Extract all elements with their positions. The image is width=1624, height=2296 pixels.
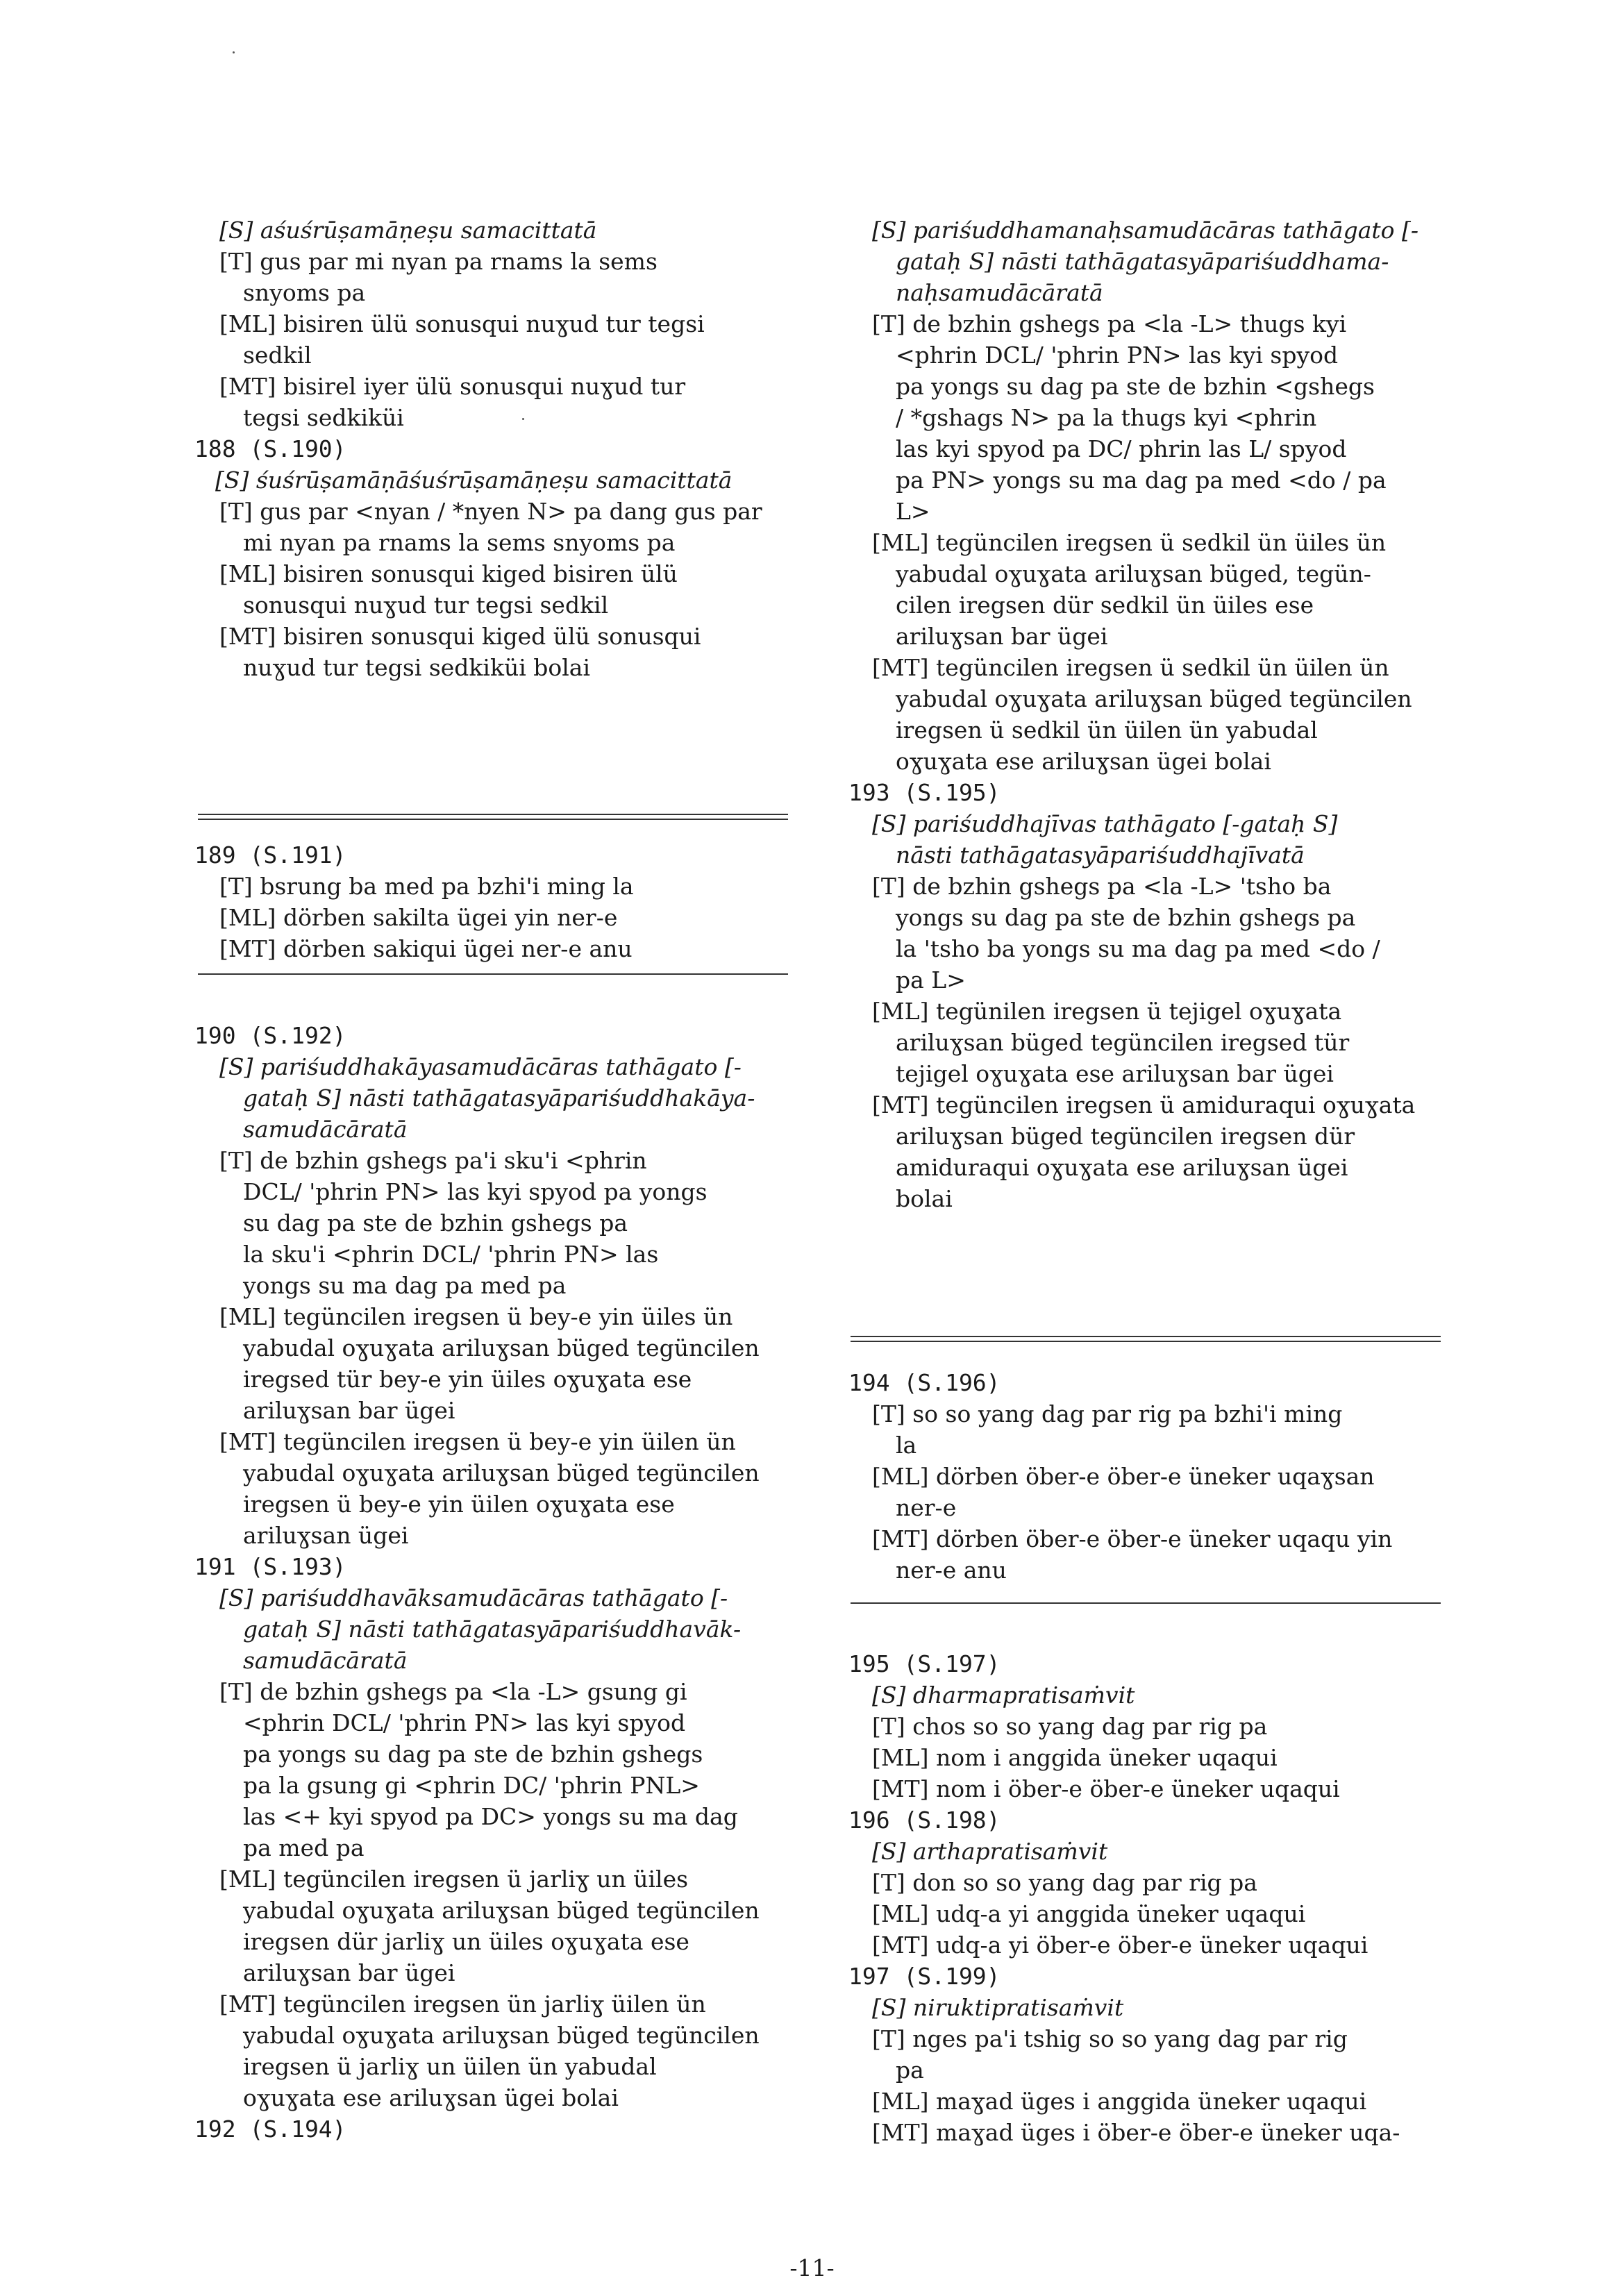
line-continuation: yabudal oɣuɣata ariluɣsan büged tegüncilen bbox=[896, 685, 1412, 712]
line-continuation: ariluɣsan büged tegüncilen iregsed tür bbox=[896, 1029, 1350, 1056]
line-continuation: las <+ kyi spyod pa DC> yongs su ma dag bbox=[243, 1803, 738, 1830]
line-t: [T] gus par mi nyan pa rnams la sems bbox=[219, 248, 658, 275]
line-mt: [MT] bisiren sonusqui kiged ülü sonusqui bbox=[219, 623, 701, 650]
line-s: [S] pariśuddhakāyasamudācāras tathāgato [- bbox=[219, 1053, 742, 1080]
line-mt: [MT] tegüncilen iregsen ü sedkil ün üilen ün bbox=[872, 654, 1389, 681]
line-continuation: yabudal oɣuɣata ariluɣsan büged tegüncilen bbox=[243, 2022, 760, 2049]
separator-rule-right bbox=[851, 1602, 1441, 1604]
line-continuation: iregsen dür jarliɣ un üiles oɣuɣata ese bbox=[243, 1928, 689, 1955]
line-continuation: ariluɣsan ügei bbox=[243, 1522, 409, 1549]
entry-number: 190 (S.192) bbox=[194, 1022, 346, 1049]
line-continuation: naḥsamudācāratā bbox=[896, 279, 1103, 306]
entry-number: 189 (S.191) bbox=[194, 841, 346, 869]
entry-number: 188 (S.190) bbox=[194, 435, 346, 462]
line-ml: [ML] udq-a yi anggida üneker uqaqui bbox=[872, 1900, 1306, 1927]
line-s: [S] pariśuddhamanaḥsamudācāras tathāgato [- bbox=[872, 217, 1419, 244]
line-continuation: iregsen ü sedkil ün üilen ün yabudal bbox=[896, 717, 1318, 744]
line-continuation: amiduraqui oɣuɣata ese ariluɣsan ügei bbox=[896, 1154, 1348, 1181]
line-continuation: iregsen ü bey-e yin üilen oɣuɣata ese bbox=[243, 1491, 675, 1518]
line-continuation: DCL/ 'phrin PN> las kyi spyod pa yongs bbox=[243, 1178, 708, 1205]
line-t: [T] chos so so yang dag par rig pa bbox=[872, 1713, 1268, 1740]
line-s: [S] aśuśrūṣamāṇeṣu samacittatā bbox=[219, 217, 597, 244]
line-s: [S] pariśuddhavāksamudācāras tathāgato [- bbox=[219, 1584, 728, 1611]
line-ml: [ML] bisiren sonusqui kiged bisiren ülü bbox=[219, 560, 678, 587]
line-continuation: L> bbox=[896, 498, 930, 525]
line-s: [S] dharmapratisaṁvit bbox=[872, 1682, 1135, 1709]
line-continuation: oɣuɣata ese ariluɣsan ügei bolai bbox=[243, 2084, 619, 2111]
entry-number: 192 (S.194) bbox=[194, 2115, 346, 2143]
line-continuation: pa yongs su dag pa ste de bzhin gshegs bbox=[243, 1741, 703, 1768]
line-ml: [ML] tegüncilen iregsen ü bey-e yin üiles ün bbox=[219, 1303, 733, 1330]
line-s: [S] śuśrūṣamāṇāśuśrūṣamāṇeṣu samacittatā bbox=[215, 467, 733, 494]
line-continuation: gataḥ S] nāsti tathāgatasyāpariśuddhavāk- bbox=[243, 1616, 742, 1643]
line-continuation: yongs su ma dag pa med pa bbox=[243, 1272, 567, 1299]
line-continuation: <phrin DCL/ 'phrin PN> las kyi spyod bbox=[243, 1709, 686, 1736]
line-continuation: la bbox=[896, 1432, 917, 1459]
line-continuation: bolai bbox=[896, 1185, 953, 1212]
line-continuation: yabudal oɣuɣata ariluɣsan büged, tegün- bbox=[896, 560, 1371, 587]
line-continuation: pa bbox=[896, 2056, 924, 2084]
line-ml: [ML] tegüncilen iregsen ü sedkil ün üiles ün bbox=[872, 529, 1387, 556]
separator-double-rule-right bbox=[851, 1336, 1441, 1337]
line-t: [T] de bzhin gshegs pa <la -L> gsung gi bbox=[219, 1678, 687, 1705]
line-mt: [MT] tegüncilen iregsen ün jarliɣ üilen ün bbox=[219, 1991, 706, 2018]
line-mt: [MT] bisirel iyer ülü sonusqui nuɣud tur bbox=[219, 373, 686, 400]
line-mt: [MT] tegüncilen iregsen ü bey-e yin üilen ün bbox=[219, 1428, 736, 1455]
separator-double-rule-left bbox=[198, 814, 788, 815]
line-continuation: gataḥ S] nāsti tathāgatasyāpariśuddhama- bbox=[896, 248, 1389, 275]
line-continuation: yabudal oɣuɣata ariluɣsan büged tegüncilen bbox=[243, 1459, 760, 1486]
line-continuation: la sku'i <phrin DCL/ 'phrin PN> las bbox=[243, 1241, 659, 1268]
line-continuation: nāsti tathāgatasyāpariśuddhajīvatā bbox=[896, 841, 1305, 869]
line-continuation: samudācāratā bbox=[243, 1116, 408, 1143]
line-ml: [ML] maɣad üges i anggida üneker uqaqui bbox=[872, 2088, 1367, 2115]
line-continuation: yabudal oɣuɣata ariluɣsan büged tegüncilen bbox=[243, 1334, 760, 1361]
line-continuation: samudācāratā bbox=[243, 1647, 408, 1674]
line-t: [T] gus par <nyan / *nyen N> pa dang gus par bbox=[219, 498, 762, 525]
line-continuation: ariluɣsan bar ügei bbox=[243, 1397, 455, 1424]
scan-speck bbox=[522, 418, 524, 420]
line-ml: [ML] tegüncilen iregsen ü jarliɣ un üiles bbox=[219, 1866, 689, 1893]
line-continuation: ariluɣsan bar ügei bbox=[896, 623, 1108, 650]
line-t: [T] de bzhin gshegs pa'i sku'i <phrin bbox=[219, 1147, 647, 1174]
line-continuation: iregsed tür bey-e yin üiles oɣuɣata ese bbox=[243, 1366, 692, 1393]
line-t: [T] nges pa'i tshig so so yang dag par rig bbox=[872, 2025, 1348, 2052]
line-ml: [ML] dörben sakilta ügei yin ner-e bbox=[219, 904, 618, 931]
line-t: [T] de bzhin gshegs pa <la -L> 'tsho ba bbox=[872, 873, 1332, 900]
line-ml: [ML] dörben öber-e öber-e üneker uqaɣsan bbox=[872, 1463, 1375, 1490]
line-s: [S] niruktipratisaṁvit bbox=[872, 1994, 1124, 2021]
line-ml: [ML] bisiren ülü sonusqui nuɣud tur tegsi bbox=[219, 310, 705, 337]
line-mt: [MT] tegüncilen iregsen ü amiduraqui oɣuɣata bbox=[872, 1091, 1416, 1118]
line-s: [S] pariśuddhajīvas tathāgato [-gataḥ S] bbox=[872, 810, 1338, 837]
entry-number: 195 (S.197) bbox=[848, 1650, 1001, 1677]
separator-rule-left bbox=[198, 973, 788, 975]
line-continuation: ariluɣsan büged tegüncilen iregsen dür bbox=[896, 1123, 1355, 1150]
line-continuation: ariluɣsan bar ügei bbox=[243, 1959, 455, 1986]
page-number: -11- bbox=[789, 2254, 835, 2281]
line-continuation: yongs su dag pa ste de bzhin gshegs pa bbox=[896, 904, 1356, 931]
entry-number: 196 (S.198) bbox=[848, 1807, 1001, 1834]
line-continuation: pa L> bbox=[896, 966, 966, 994]
line-continuation: pa PN> yongs su ma dag pa med <do / pa bbox=[896, 467, 1387, 494]
line-continuation: pa med pa bbox=[243, 1834, 365, 1861]
line-continuation: las kyi spyod pa DC/ phrin las L/ spyod bbox=[896, 435, 1347, 462]
entry-number: 191 (S.193) bbox=[194, 1553, 346, 1580]
line-continuation: su dag pa ste de bzhin gshegs pa bbox=[243, 1209, 628, 1237]
line-mt: [MT] nom i öber-e öber-e üneker uqaqui bbox=[872, 1775, 1340, 1802]
line-mt: [MT] maɣad üges i öber-e öber-e üneker uqa- bbox=[872, 2119, 1400, 2146]
line-continuation: ner-e anu bbox=[896, 1557, 1007, 1584]
line-s: [S] arthapratisaṁvit bbox=[872, 1838, 1108, 1865]
line-t: [T] de bzhin gshegs pa <la -L> thugs kyi bbox=[872, 310, 1347, 337]
entry-number: 193 (S.195) bbox=[848, 779, 1001, 806]
line-continuation: gataḥ S] nāsti tathāgatasyāpariśuddhakāya- bbox=[243, 1084, 755, 1112]
line-continuation: yabudal oɣuɣata ariluɣsan büged tegüncilen bbox=[243, 1897, 760, 1924]
line-continuation: / *gshags N> pa la thugs kyi <phrin bbox=[896, 404, 1317, 431]
line-continuation: tegsi sedkiküi bbox=[243, 404, 404, 431]
entry-number: 194 (S.196) bbox=[848, 1369, 1001, 1396]
line-continuation: ner-e bbox=[896, 1494, 957, 1521]
line-continuation: iregsen ü jarliɣ un üilen ün yabudal bbox=[243, 2053, 657, 2080]
line-mt: [MT] dörben sakiqui ügei ner-e anu bbox=[219, 935, 633, 962]
line-continuation: sedkil bbox=[243, 342, 312, 369]
line-continuation: nuɣud tur tegsi sedkiküi bolai bbox=[243, 654, 591, 681]
line-continuation: la 'tsho ba yongs su ma dag pa med <do / bbox=[896, 935, 1380, 962]
line-mt: [MT] udq-a yi öber-e öber-e üneker uqaqui bbox=[872, 1932, 1368, 1959]
line-continuation: cilen iregsen dür sedkil ün üiles ese bbox=[896, 592, 1314, 619]
line-continuation: oɣuɣata ese ariluɣsan ügei bolai bbox=[896, 748, 1271, 775]
line-ml: [ML] nom i anggida üneker uqaqui bbox=[872, 1744, 1278, 1771]
line-mt: [MT] dörben öber-e öber-e üneker uqaqu yin bbox=[872, 1525, 1393, 1552]
line-continuation: mi nyan pa rnams la sems snyoms pa bbox=[243, 529, 676, 556]
line-continuation: snyoms pa bbox=[243, 279, 366, 306]
entry-number: 197 (S.199) bbox=[848, 1963, 1001, 1990]
line-continuation: <phrin DCL/ 'phrin PN> las kyi spyod bbox=[896, 342, 1339, 369]
line-continuation: pa la gsung gi <phrin DC/ 'phrin PNL> bbox=[243, 1772, 700, 1799]
scan-speck bbox=[233, 51, 235, 53]
line-continuation: pa yongs su dag pa ste de bzhin <gshegs bbox=[896, 373, 1375, 400]
line-t: [T] don so so yang dag par rig pa bbox=[872, 1869, 1257, 1896]
line-ml: [ML] tegünilen iregsen ü tejigel oɣuɣata bbox=[872, 998, 1342, 1025]
line-continuation: tejigel oɣuɣata ese ariluɣsan bar ügei bbox=[896, 1060, 1334, 1087]
line-continuation: sonusqui nuɣud tur tegsi sedkil bbox=[243, 592, 609, 619]
line-t: [T] so so yang dag par rig pa bzhi'i ming bbox=[872, 1400, 1343, 1427]
line-t: [T] bsrung ba med pa bzhi'i ming la bbox=[219, 873, 634, 900]
